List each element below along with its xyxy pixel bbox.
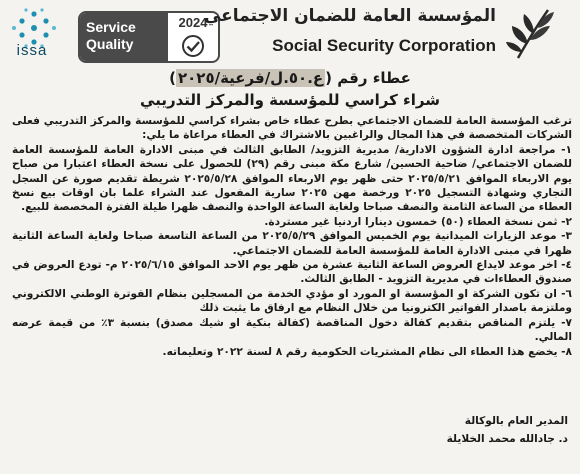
list-item: ١- مراجعة ادارة الشؤون الادارية/ مديرية التزويد/ الطابق الثالث في مبنى الادارة العامة للمؤسسة العامة للضمان الاجتماعي/ ضاحية الحسين/ شارع مكة مبنى رقم (٢٩) للحصول على نسخة العطاء اعتبارا من صباح يوم الاربعاء الموافق ٢٠٢٥/٥/٢١ حتى ظهر يوم الاربعاء الموافق ٢٠٢٥/٥/٢٨ شريطة تقديم صورة عن السجل التجاري وشهادة التسجيل ٢٠٢٥ ورخصة مهن ٢٠٢٥ سارية المفعول عند الشراء علما بان اوقات بيع نسخ العطاء من الساعة الثامنة والنصف صباحا ولغاية الساعة الواحدة والنصف ظهرا طيلة الفترة المخصصة للبيع. (12, 143, 572, 214)
list-item: ٧- يلتزم المناقص بتقديم كفالة دخول المناقصة (كفالة بنكية او شيك مصدق) بنسبة ٣٪ من قيمة عرضه المالي. (12, 316, 572, 344)
intro-paragraph: ترغب المؤسسة العامة للضمان الاجتماعي بطرح عطاء خاص بشراء كراسي للمؤسسة والمركز التدريبي فعلى الشركات المتخصصة في هذا المجال والراغبين بالاشتراك في العطاء مراعاة ما يلي: (12, 115, 572, 142)
tender-title: عطاء رقم (ع.٥٠.ل/فرعية/٢٠٢٥) (169, 69, 411, 87)
signature-block (368, 412, 568, 448)
org-name-english: Social Security Corporation (272, 36, 496, 55)
check-circle-icon (181, 35, 205, 57)
tender-body (12, 114, 572, 359)
list-item: ٤- اخر موعد لايداع العروض الساعة الثانية عشرة من ظهر يوم الاحد الموافق ٢٠٢٥/٦/١٥ م- تودع العروض في صندوق العطاءات في مديرية التزويد - الطابق الثالث. (12, 259, 572, 286)
wheat-logo-icon (504, 4, 560, 62)
list-item: ٨- يخضع هذا العطاء الى نظام المشتريات الحكومية رقم ٨ لسنة ٢٠٢٢ وتعليماته. (162, 345, 572, 358)
list-item: ٢- ثمن نسخة العطاء (٥٠) خمسون دينارا اردنيا غير مستردة. (264, 215, 572, 228)
badge-year: 2024 (178, 15, 208, 30)
list-item: ٦- ان تكون الشركة او المؤسسة او المورد او مؤدي الخدمة من المسجلين بنظام الفوترة الوطني الالكتروني وملتزمة باصدار الفواتير الكترونيا من خلال النظام مع ارفاق ما يثبت ذلك (12, 287, 572, 315)
org-name-arabic: المؤسسة العامة للضمان الاجتماعي (203, 6, 496, 26)
service-quality-badge (78, 11, 220, 63)
header (0, 0, 580, 68)
signature-name: د. جادالله محمد الخلايلة (446, 433, 568, 445)
list-item: ٣- موعد الزيارات الميدانية يوم الخميس الموافق ٢٠٢٥/٥/٢٩ من الساعة التاسعة صباحا ولغاية الساعة الثانية ظهرا في مبنى الادارة العامة للمؤسسة العامة للضمان الاجتماعي. (12, 230, 572, 257)
signature-role: المدير العام بالوكالة (464, 415, 568, 427)
service-quality-label: Service Quality (80, 13, 168, 61)
tender-number: ع.٥٠.ل/فرعية/٢٠٢٥ (177, 69, 324, 87)
tender-subtitle: شراء كراسي للمؤسسة والمركز التدريبي (140, 91, 440, 109)
issa-label: issa (16, 42, 48, 59)
